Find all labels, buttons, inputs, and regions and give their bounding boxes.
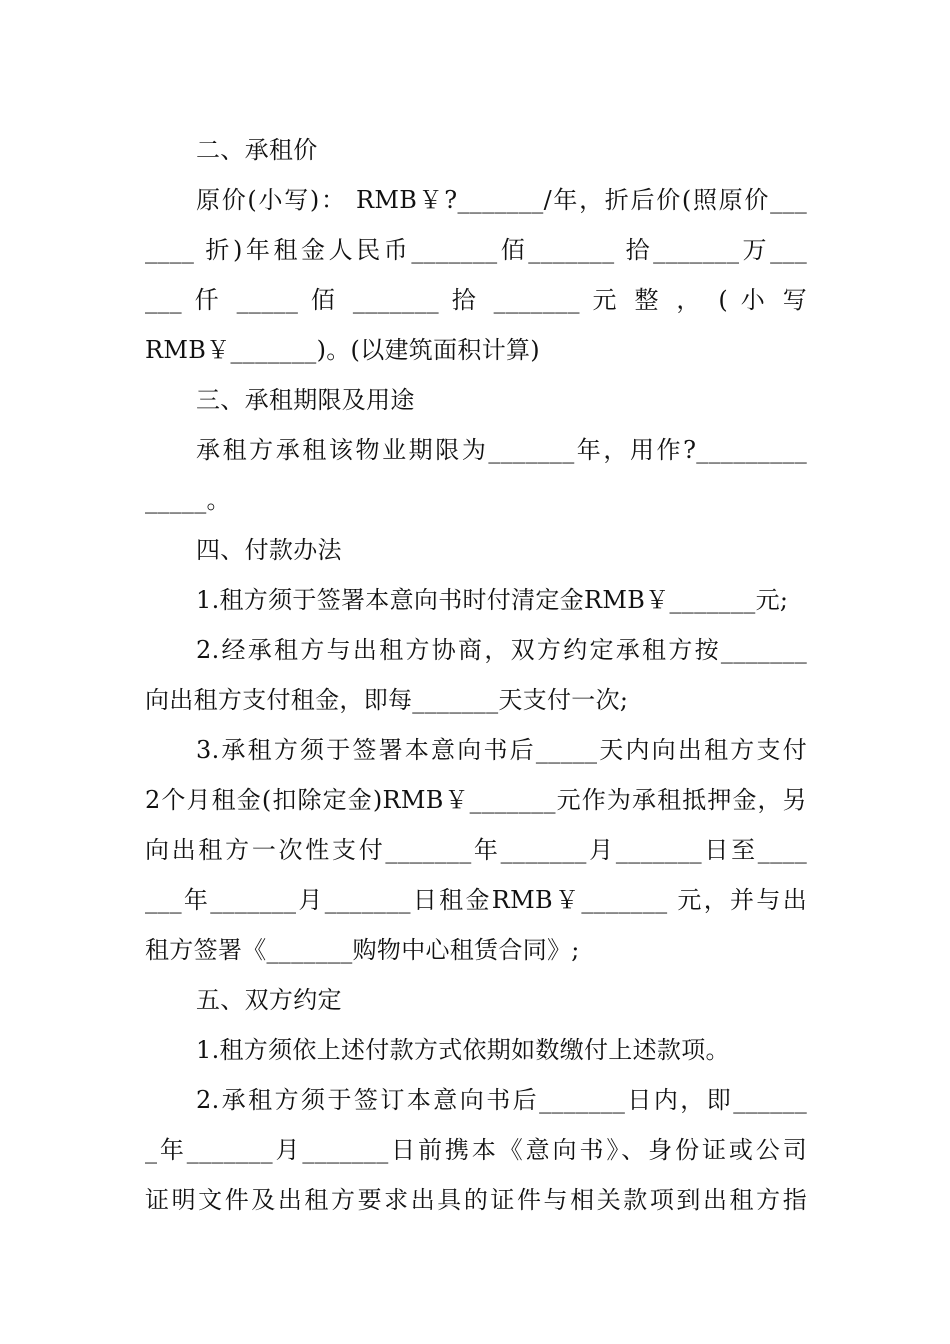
section-heading-agreement: 五、双方约定 (196, 986, 342, 1014)
section-heading-payment: 四、付款办法 (196, 536, 342, 564)
paragraph-line: RMB￥_______)。(以建筑面积计算) (145, 336, 540, 364)
list-item: 3.承租方须于签署本意向书后_____天内向出租方支付 (196, 736, 807, 764)
list-item: 1.租方须依上述付款方式依期如数缴付上述款项。 (196, 1036, 730, 1064)
paragraph-line: 租方签署《_______购物中心租赁合同》; (145, 936, 580, 964)
list-item: 2.承租方须于签订本意向书后_______日内，即______ (196, 1086, 807, 1114)
paragraph-line: 向出租方一次性支付_______年_______月_______日至____ (145, 836, 807, 864)
section-heading-lease-term: 三、承租期限及用途 (196, 386, 415, 414)
paragraph-line: ___ 仟 _____ 佰 _______ 拾 _______ 元 整 ， ( 小 写 (145, 286, 807, 314)
paragraph-line: ___年_______月_______日租金RMB￥_______ 元，并与出 (145, 886, 807, 914)
paragraph-line: 2个月租金(扣除定金)RMB￥_______元作为承租抵押金，另 (145, 786, 807, 814)
paragraph-line: ____ 折)年租金人民币_______佰_______ 拾_______万___ (145, 236, 807, 264)
list-item: 1.租方须于签署本意向书时付清定金RMB￥_______元; (196, 586, 789, 614)
paragraph-line: _____。 (145, 486, 231, 514)
paragraph-line: 证明文件及出租方要求出具的证件与相关款项到出租方指 (145, 1186, 807, 1214)
section-heading-rent-price: 二、承租价 (196, 136, 318, 164)
paragraph-line: 原价(小写)： RMB￥?_______/年，折后价(照原价___ (196, 186, 807, 214)
paragraph-line: _年_______月_______日前携本《意向书》、身份证或公司 (145, 1136, 807, 1164)
paragraph-line: 向出租方支付租金，即每_______天支付一次; (145, 686, 629, 714)
list-item: 2.经承租方与出租方协商，双方约定承租方按_______ (196, 636, 807, 664)
paragraph-line: 承租方承租该物业期限为_______年，用作?_________ (196, 436, 807, 464)
